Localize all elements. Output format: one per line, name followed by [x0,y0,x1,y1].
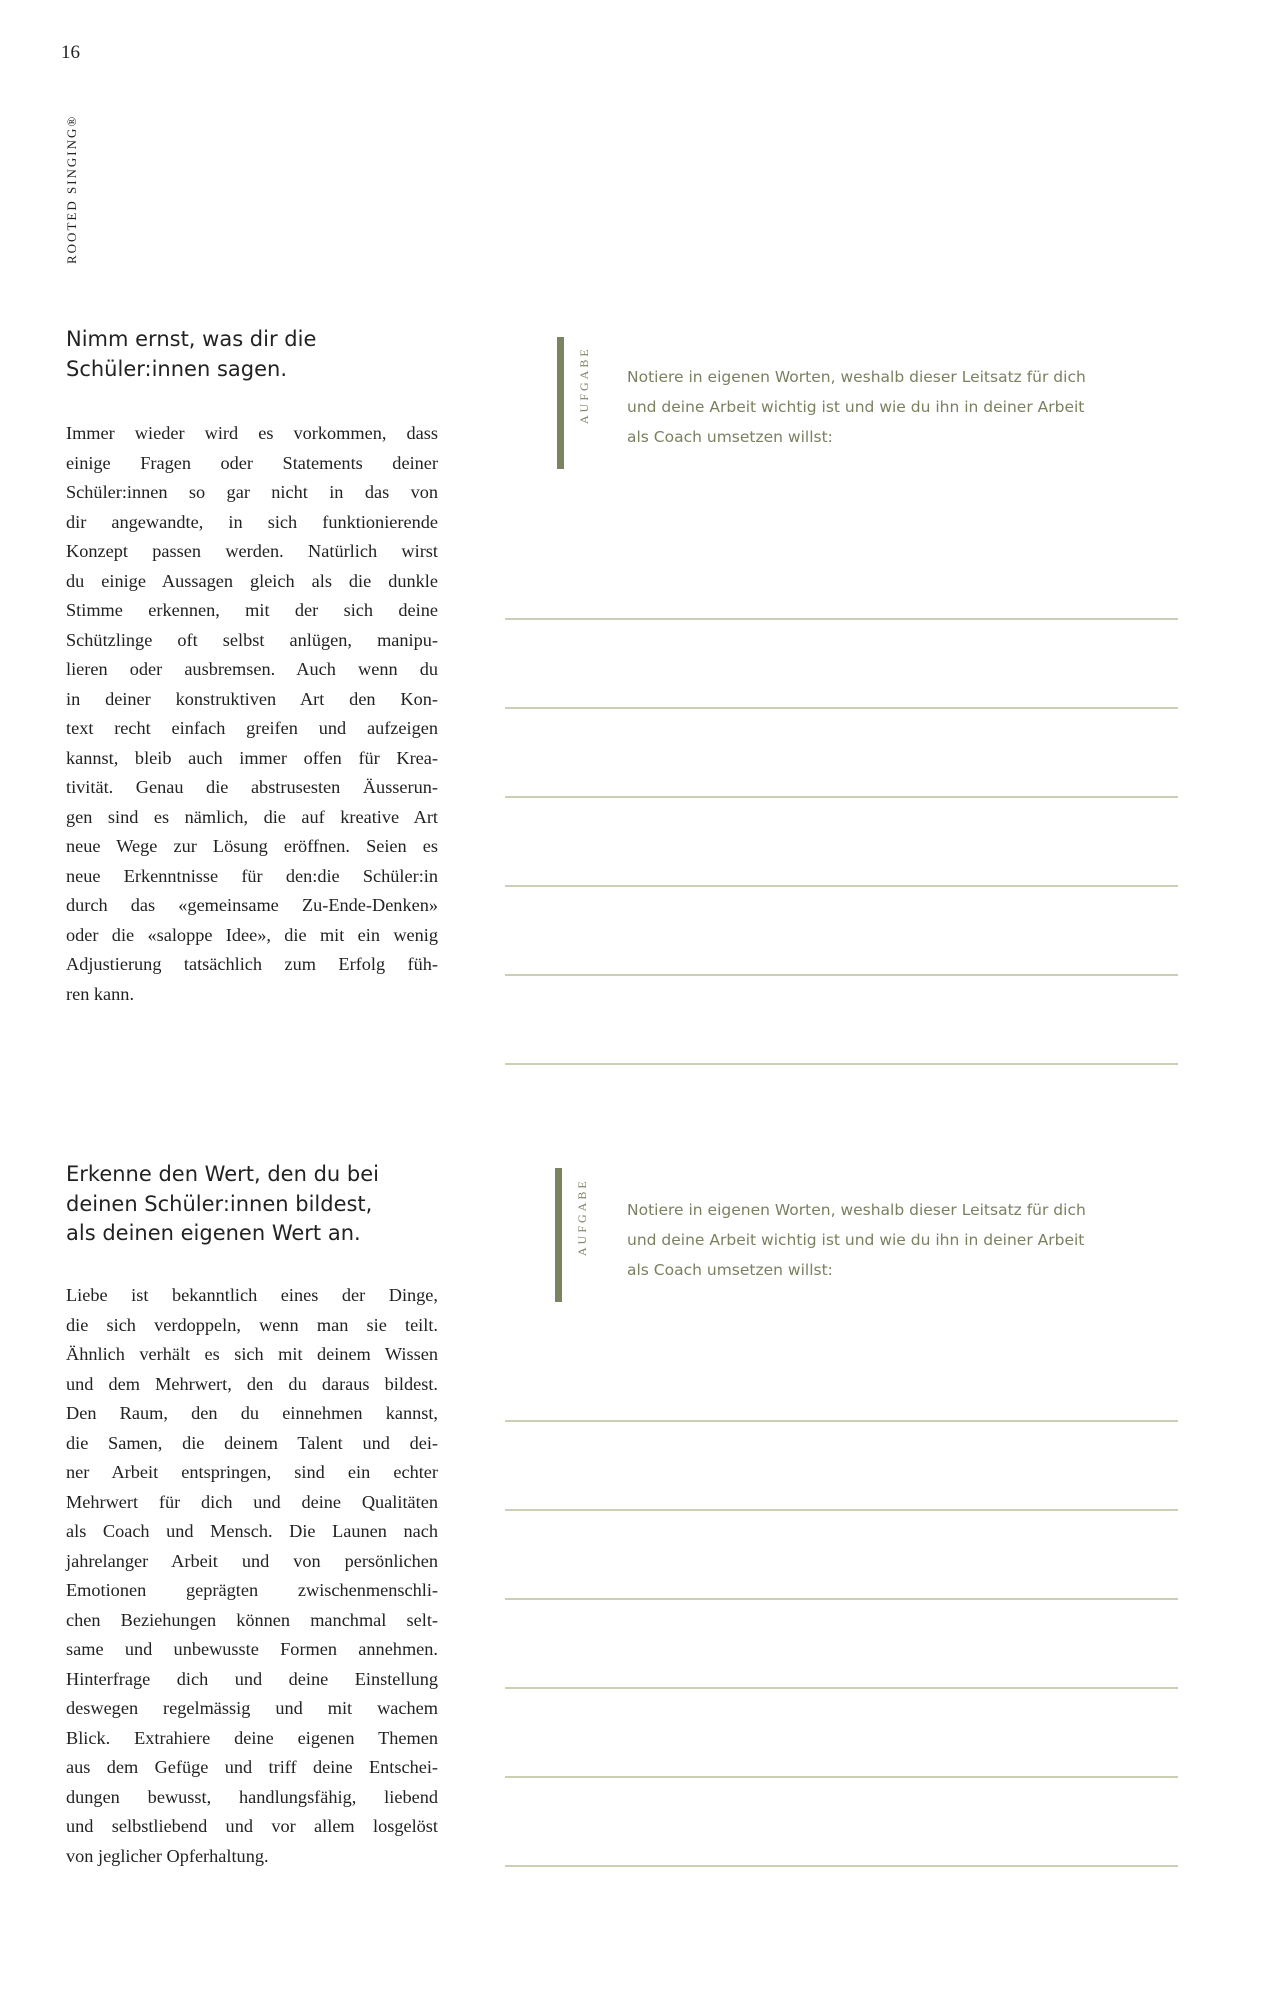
body-line: gen sind es nämlich, die auf kreative Art [66,806,438,827]
body-line: Liebe ist bekanntlich eines der Dinge, [66,1285,438,1305]
running-title [64,88,80,264]
body-line: Den Raum, den du einnehmen kannst, [66,1403,438,1423]
body-line: deswegen regelmässig und mit wachem [66,1698,438,1718]
body-line: dir angewandte, in sich funktionierende [66,511,438,532]
writing-line[interactable] [505,707,1178,709]
section-1-body [66,419,438,1009]
body-line: jahrelanger Arbeit und von persönlichen [66,1550,438,1571]
task-label [575,1166,589,1256]
section-2-body [66,1281,438,1871]
writing-line[interactable] [505,618,1178,620]
task-line: als Coach umsetzen willst: [627,428,833,446]
writing-line[interactable] [505,1687,1178,1689]
task-label [577,334,591,424]
body-line: same und unbewusste Formen annehmen. [66,1639,438,1659]
body-line: kannst, bleib auch immer offen für Krea- [66,747,438,768]
body-line: text recht einfach greifen und aufzeigen [66,718,438,738]
body-line: tivität. Genau die abstrusesten Äusserun- [66,777,438,797]
body-line: die Samen, die deinem Talent und dei- [66,1432,438,1453]
body-line: Blick. Extrahiere deine eigenen Themen [66,1727,438,1748]
writing-line[interactable] [505,1598,1178,1600]
writing-line[interactable] [505,885,1178,887]
body-line: von jeglicher Opferhaltung. [66,1845,269,1866]
body-line: Mehrwert für dich und deine Qualitäten [66,1491,438,1512]
task-accent-bar [557,337,564,469]
body-line: und selbstliebend und vor allem losgelöst [66,1816,438,1836]
body-line: Stimme erkennen, mit der sich deine [66,600,438,620]
body-line: Konzept passen werden. Natürlich wirst [66,541,438,561]
writing-line[interactable] [505,1509,1178,1511]
body-line: ner Arbeit entspringen, sind ein echter [66,1462,438,1482]
body-line: oder die «saloppe Idee», die mit ein wenig [66,924,438,945]
task-line: als Coach umsetzen willst: [627,1261,833,1279]
task-label-text: AUFGABE [577,346,591,424]
body-line: Ähnlich verhält es sich mit deinem Wissen [66,1344,438,1364]
writing-line[interactable] [505,974,1178,976]
body-line: einige Fragen oder Statements deiner [66,452,438,473]
task-line: und deine Arbeit wichtig ist und wie du ihn in deiner Arbeit [627,398,1085,416]
writing-line[interactable] [505,1420,1178,1422]
writing-line[interactable] [505,1776,1178,1778]
task-accent-bar [555,1168,562,1302]
page-number: 16 [61,42,80,63]
body-line: durch das «gemeinsame Zu-Ende-Denken» [66,895,438,915]
task-line: Notiere in eigenen Worten, weshalb dieser Leitsatz für dich [627,1201,1086,1219]
task-label-text: AUFGABE [575,1178,589,1256]
task-line: Notiere in eigenen Worten, weshalb dieser Leitsatz für dich [627,368,1086,386]
body-line: du einige Aussagen gleich als die dunkle [66,570,438,591]
body-line: dungen bewusst, handlungsfähig, liebend [66,1786,438,1807]
body-line: Schützlinge oft selbst anlügen, manipu- [66,629,438,650]
body-line: die sich verdoppeln, wenn man sie teilt. [66,1314,438,1335]
section-2-heading [66,1160,466,1249]
section-1-heading [66,325,466,384]
body-line: ren kann. [66,983,135,1004]
body-line: neue Wege zur Lösung eröffnen. Seien es [66,836,438,856]
body-line: lieren oder ausbremsen. Auch wenn du [66,659,438,679]
section-1-task-text [627,362,1187,452]
body-line: in deiner konstruktiven Art den Kon- [66,688,438,709]
heading-line: Nimm ernst, was dir die [66,327,317,351]
body-line: und dem Mehrwert, den du daraus bildest. [66,1373,438,1394]
body-line: Schüler:innen so gar nicht in das von [66,482,438,502]
heading-line: als deinen eigenen Wert an. [66,1221,361,1245]
heading-line: deinen Schüler:innen bildest, [66,1191,373,1216]
body-line: Immer wieder wird es vorkommen, dass [66,423,438,443]
body-line: Hinterfrage dich und deine Einstellung [66,1668,438,1689]
body-line: als Coach und Mensch. Die Launen nach [66,1521,438,1541]
body-line: neue Erkenntnisse für den:die Schüler:in [66,865,438,886]
body-line: Adjustierung tatsächlich zum Erfolg füh- [66,954,438,974]
writing-line[interactable] [505,1865,1178,1867]
running-title-text: ROOTED SINGING® [64,114,79,264]
heading-line: Erkenne den Wert, den du bei [66,1162,379,1186]
writing-line[interactable] [505,1063,1178,1065]
task-line: und deine Arbeit wichtig ist und wie du ihn in deiner Arbeit [627,1231,1085,1249]
writing-line[interactable] [505,796,1178,798]
section-2-task-text [627,1195,1187,1285]
body-line: chen Beziehungen können manchmal selt- [66,1609,438,1630]
body-line: aus dem Gefüge und triff deine Entschei- [66,1757,438,1777]
body-line: Emotionen geprägten zwischenmenschli- [66,1580,438,1600]
heading-line: Schüler:innen sagen. [66,356,287,381]
